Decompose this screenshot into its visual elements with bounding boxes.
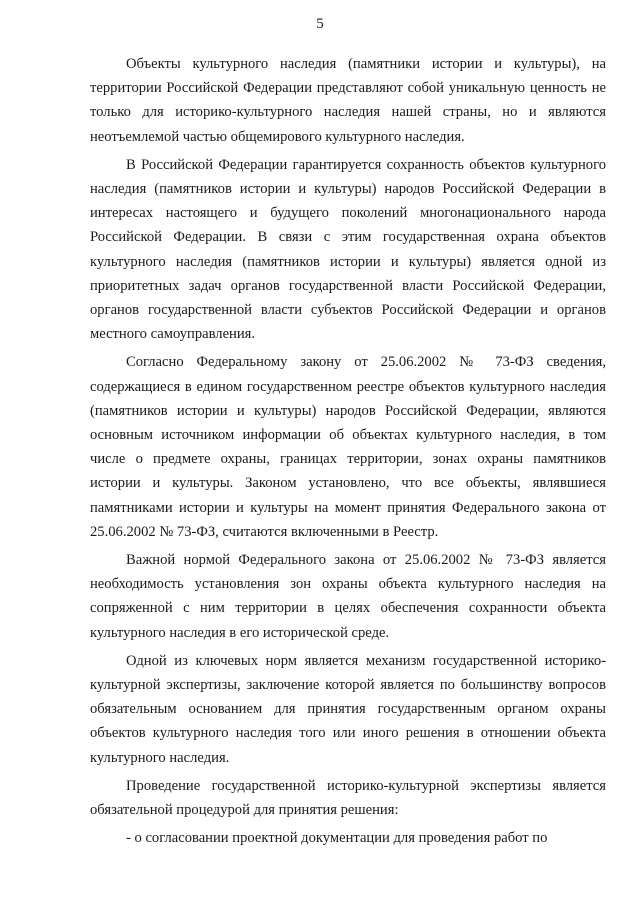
paragraph-expertise-mandatory: Проведение государственной историко-культурной экспертизы является обязательной процедурой для принятия решения: <box>90 777 606 819</box>
paragraph-protection-zones: Важной нормой Федерального закона от 25.06.2002 № 73-ФЗ является необходимость установления зон охраны объекта культурного наследия на сопряженной с ним территории в целях обеспечения сохранности объекта культурного наследия в его исторической среде. <box>90 552 606 641</box>
list-item-project-approval: - о согласовании проектной документации для проведения работ по <box>126 830 548 847</box>
paragraph-unified-register: Согласно Федеральному закону от 25.06.2002 № 73-ФЗ сведения, содержащиеся в едином государственном реестре объектов культурного наследия (памятников истории и культуры) народов Российской Федерации, являются основным источником информации об объектах культурного наследия, в том числе о предмете охраны, границах территории, зонах охраны памятников истории и культуры. Законом установлено, что все объекты, являвшиеся памятниками истории и культуры на момент принятия Федерального закона от 25.06.2002 № 73-ФЗ, считаются включенными в Реестр. <box>90 354 606 540</box>
paragraph-historical-cultural-expertise: Одной из ключевых норм является механизм государственной историко-культурной экспертизы, заключение которой является по большинству вопросов обязательным основанием для принятия государственным органом охраны объектов культурного наследия того или иного решения в отношении объекта культурного наследия. <box>90 652 606 766</box>
paragraph-state-protection: В Российской Федерации гарантируется сохранность объектов культурного наследия (памятников истории и культуры) народов Российской Федерации в интересах настоящего и будущего поколений многонационального народа Российской Федерации. В связи с этим государственная охрана объектов культурного наследия (памятников истории и культуры) является одной из приоритетных задач органов государственной власти Российской Федерации, органов государственной власти субъектов Российской Федерации и органов местного самоуправления. <box>90 156 606 343</box>
paragraph-cultural-heritage-value: Объекты культурного наследия (памятники истории и культуры), на территории Российской Федерации представляют собой уникальную ценность не только для историко-культурного наследия нашей страны, но и являются неотъемлемой частью общемирового культурного наследия. <box>90 56 606 145</box>
page-number: 5 <box>316 16 324 32</box>
document-body <box>90 52 606 851</box>
